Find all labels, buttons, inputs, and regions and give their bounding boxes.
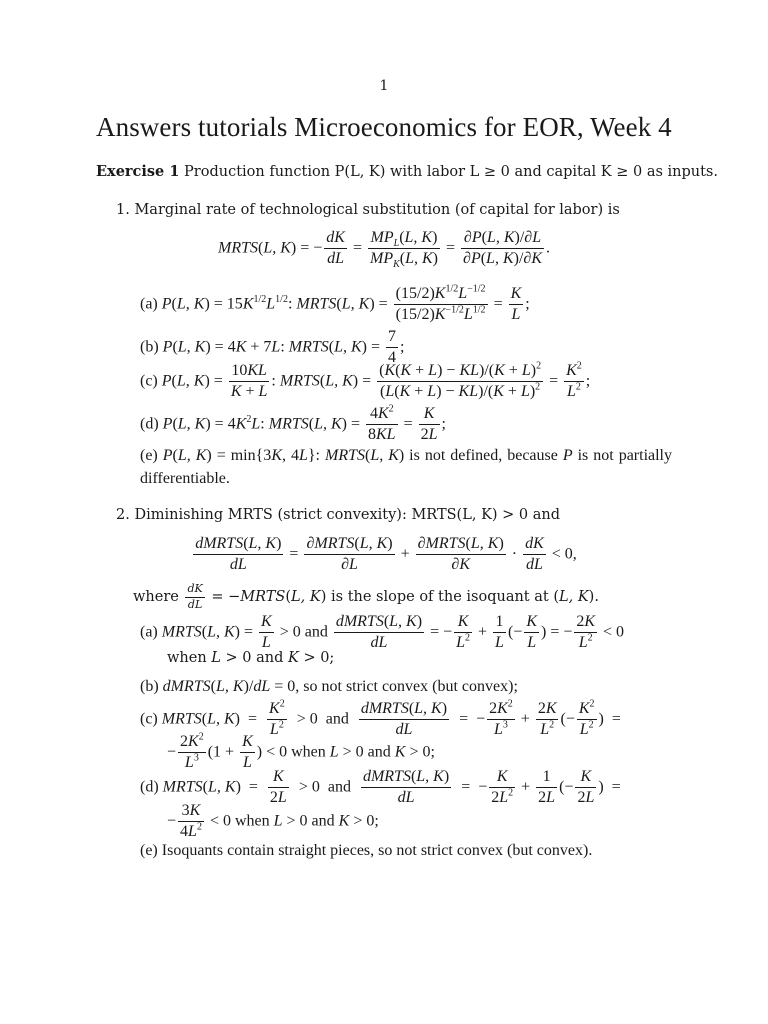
exercise-intro-text: Production function P(L, K) with labor L ≥ 0 and capital K ≥ 0 as inputs.: [184, 164, 718, 180]
page-number: 1: [379, 78, 389, 94]
q1-item-e-label: (e): [140, 447, 158, 464]
exercise-intro: [96, 163, 718, 181]
q2-item-c-label: (c): [140, 710, 158, 728]
q2-item-a-label: (a): [140, 623, 158, 641]
q1-item-b: (b) P(L, K) = 4K + 7L: MRTS(L, K) = $\frac{7}{4}$ ;: [140, 328, 405, 367]
q1-item-d: (d) P(L, $K) = 4K^2L$: MRTS(L, K) = $\frac{4K^2}{8KL}$ = $\frac{K}{2L}$ ;: [140, 403, 446, 444]
q2-item-d-label: (d): [140, 778, 159, 796]
q2-item-b: (b) dMRTS(L, K)/dL = 0, so not strict convex (but convex);: [140, 678, 518, 695]
q1-item-a-label: (a): [140, 295, 158, 313]
q2-where: where $\frac{dK}{dL}$ = −MRTS(L, K) is the slope of the isoquant at (L, K).: [133, 582, 599, 611]
q1-item-e: (e) P(L, K) = min{3K, 4L}: MRTS(L, K) is not defined, because P is not partially differentiable.: [140, 447, 673, 487]
q2-item-d-cont: − $\frac{3K}{4L^2}$ < 0 when L > 0 and K > 0;: [167, 802, 379, 841]
q2-item-e-label: (e): [140, 842, 158, 859]
q2-item-c: (c) MRTS(L, K) = $\frac{K^2}{L^2}$ > 0 and $\frac{\text{dMRTS(L, K)}}{dL}$ = − $\frac{2K^2}{L^3}$ + $\frac{2K}{L^2}$ (− $\frac{K^2}{L^2}$ ) =: [140, 698, 621, 739]
q2-item-d: (d) MRTS(L, K) = $\frac{K}{2L}$ > 0 and $\frac{\text{dMRTS(L, K)}}{dL}$ = − $\frac{K}{2L^2}$ + $\frac{1}{2L}$ (− $\frac{K}{2L}$ ) =: [140, 768, 621, 807]
q1-item-b-label: (b): [140, 338, 159, 356]
q2-item-e: (e) Isoquants contain straight pieces, so not strict convex (but convex).: [140, 842, 593, 859]
q1-item-d-label: (d): [140, 415, 159, 433]
q1-item-c-label: (c): [140, 372, 158, 390]
q2-item-b-label: (b): [140, 678, 159, 695]
q1-heading: [116, 202, 620, 219]
q2-derivative-formula: $\frac{\text{dMRTS(L, K)}}{dL}$ = $\frac{\text{∂MRTS(L, K)}}{\partial L}$ + $\frac{\text{∂MRTS(L, K)}}{\partial K}$ · $\frac{dK}{dL}$ < 0,: [195, 535, 577, 574]
page-title: Answers tutorials Microeconomics for EOR, Week 4: [96, 112, 672, 142]
q2-text: Diminishing MRTS (strict convexity): MRTS(L, K) > 0 and: [134, 507, 561, 523]
q1-item-c: (c) P(L, K) = $\frac{10KL}{K + L}$ : MRTS(L, K) = $\frac{(K(K + L) - KL)/(K + L)^2}{(L(K + L) - KL)/(K + L)^2}$ = $\frac{K^2}{L^2}$ ;: [140, 360, 591, 401]
q1-number: 1.: [116, 202, 130, 218]
q2-number: 2.: [116, 507, 130, 523]
exercise-label: Exercise 1: [96, 163, 180, 180]
q2-item-a: (a) MRTS(L, K) = $\frac{K}{L}$ > 0 and $\frac{\text{dMRTS(L, K)}}{dL}$ = − $\frac{K}{L^2}$ + $\frac{1}{L}$ (− $\frac{K}{L}$ ) = − $\frac{2K}{L^2}$ < 0: [140, 613, 625, 652]
q1-text: Marginal rate of technological substitution (of capital for labor) is: [134, 202, 620, 218]
q2-item-a-cont: when L > 0 and K > 0;: [167, 650, 335, 666]
q1-item-a: (a) P(L, $K) = 15K^{1/2}L^{1/2}$: MRTS(L, K) = $\frac{(15/2)K^{1/2}L^{-1/2}}{(15/2)K^{-1/2}L^{1/2}}$ = $\frac{K}{L}$ ;: [140, 283, 530, 324]
q1-mrts-formula: MRTS(L, K) = − $\frac{dK}{dL}$ = $\frac{MP_L(L, K)}{MP_K(L, K)}$ = $\frac{\partial P(L, K)/\partial L}{\partial P(L, K)/\partial K}$ .: [218, 229, 550, 271]
q2-item-c-cont: − $\frac{2K^2}{L^3}$ (1 + $\frac{K}{L}$ ) < 0 when L > 0 and K > 0;: [167, 731, 435, 772]
q2-heading: [116, 507, 560, 524]
